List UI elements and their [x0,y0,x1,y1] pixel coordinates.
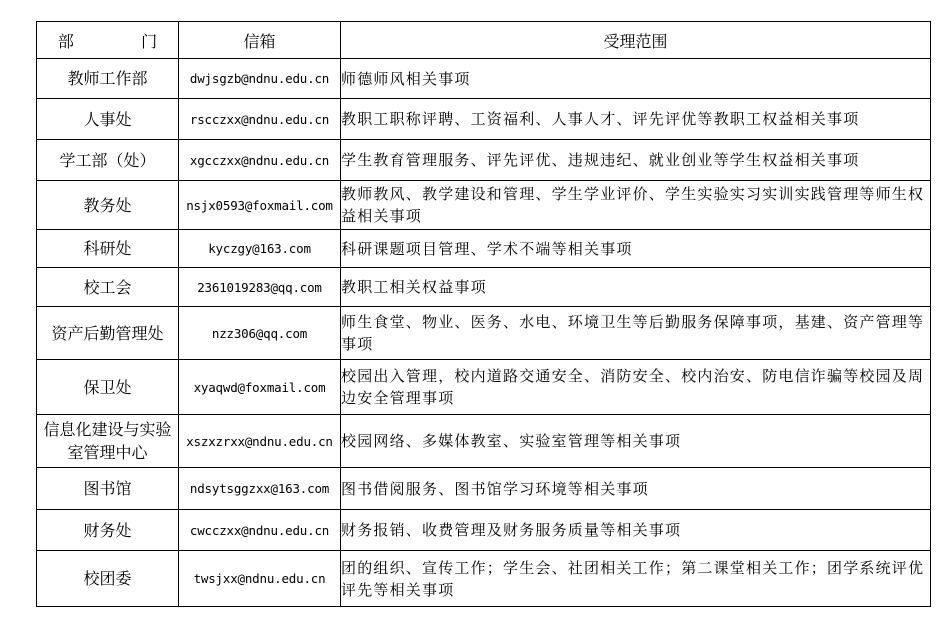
mailbox-cell: kyczgy@163.com [179,230,341,268]
table-row [37,551,931,607]
scope-cell: 教职工相关权益事项 [341,268,931,307]
mailbox-cell: nsjx0593@foxmail.com [179,181,341,230]
table-row [37,360,931,415]
table-row [37,230,931,268]
department-cell: 科研处 [37,230,179,268]
mailbox-cell: xyaqwd@foxmail.com [179,360,341,415]
mailbox-cell: 2361019283@qq.com [179,268,341,307]
table-row [37,415,931,468]
mailbox-cell: cwcczxx@ndnu.edu.cn [179,510,341,551]
scope-cell: 教师教风、教学建设和管理、学生学业评价、学生实验实习实训实践管理等师生权益相关事项 [341,181,931,230]
scope-cell: 师生食堂、物业、医务、水电、环境卫生等后勤服务保障事项，基建、资产管理等事项 [341,307,931,360]
table-row [37,140,931,181]
table-row [37,307,931,360]
table-row [37,468,931,510]
department-cell: 资产后勤管理处 [37,307,179,360]
department-cell: 校工会 [37,268,179,307]
department-cell: 信息化建设与实验室管理中心 [37,415,179,468]
header-department: 部 门 [37,22,179,59]
header-row [37,22,931,59]
scope-cell: 科研课题项目管理、学术不端等相关事项 [341,230,931,268]
department-cell: 人事处 [37,99,179,140]
table-row [37,181,931,230]
department-cell: 教师工作部 [37,59,179,99]
mailbox-cell: nzz306@qq.com [179,307,341,360]
department-mailbox-table [36,21,931,607]
mailbox-cell: dwjsgzb@ndnu.edu.cn [179,59,341,99]
mailbox-cell: rscczxx@ndnu.edu.cn [179,99,341,140]
department-cell: 保卫处 [37,360,179,415]
department-cell: 教务处 [37,181,179,230]
department-cell: 学工部（处） [37,140,179,181]
mailbox-cell: twsjxx@ndnu.edu.cn [179,551,341,607]
mailbox-cell: xszxzrxx@ndnu.edu.cn [179,415,341,468]
department-cell: 财务处 [37,510,179,551]
scope-cell: 图书借阅服务、图书馆学习环境等相关事项 [341,468,931,510]
table-row [37,59,931,99]
scope-cell: 团的组织、宣传工作；学生会、社团相关工作；第二课堂相关工作；团学系统评优评先等相关事项 [341,551,931,607]
department-cell: 图书馆 [37,468,179,510]
scope-cell: 学生教育管理服务、评先评优、违规违纪、就业创业等学生权益相关事项 [341,140,931,181]
scope-cell: 校园出入管理，校内道路交通安全、消防安全、校内治安、防电信诈骗等校园及周边安全管理事项 [341,360,931,415]
mailbox-cell: ndsytsggzxx@163.com [179,468,341,510]
scope-cell: 校园网络、多媒体教室、实验室管理等相关事项 [341,415,931,468]
mailbox-cell: xgcczxx@ndnu.edu.cn [179,140,341,181]
header-mailbox: 信箱 [179,22,341,59]
scope-cell: 师德师风相关事项 [341,59,931,99]
scope-cell: 教职工职称评聘、工资福利、人事人才、评先评优等教职工权益相关事项 [341,99,931,140]
table-row [37,268,931,307]
scope-cell: 财务报销、收费管理及财务服务质量等相关事项 [341,510,931,551]
table-row [37,99,931,140]
department-cell: 校团委 [37,551,179,607]
header-scope: 受理范围 [341,22,931,59]
table-row [37,510,931,551]
